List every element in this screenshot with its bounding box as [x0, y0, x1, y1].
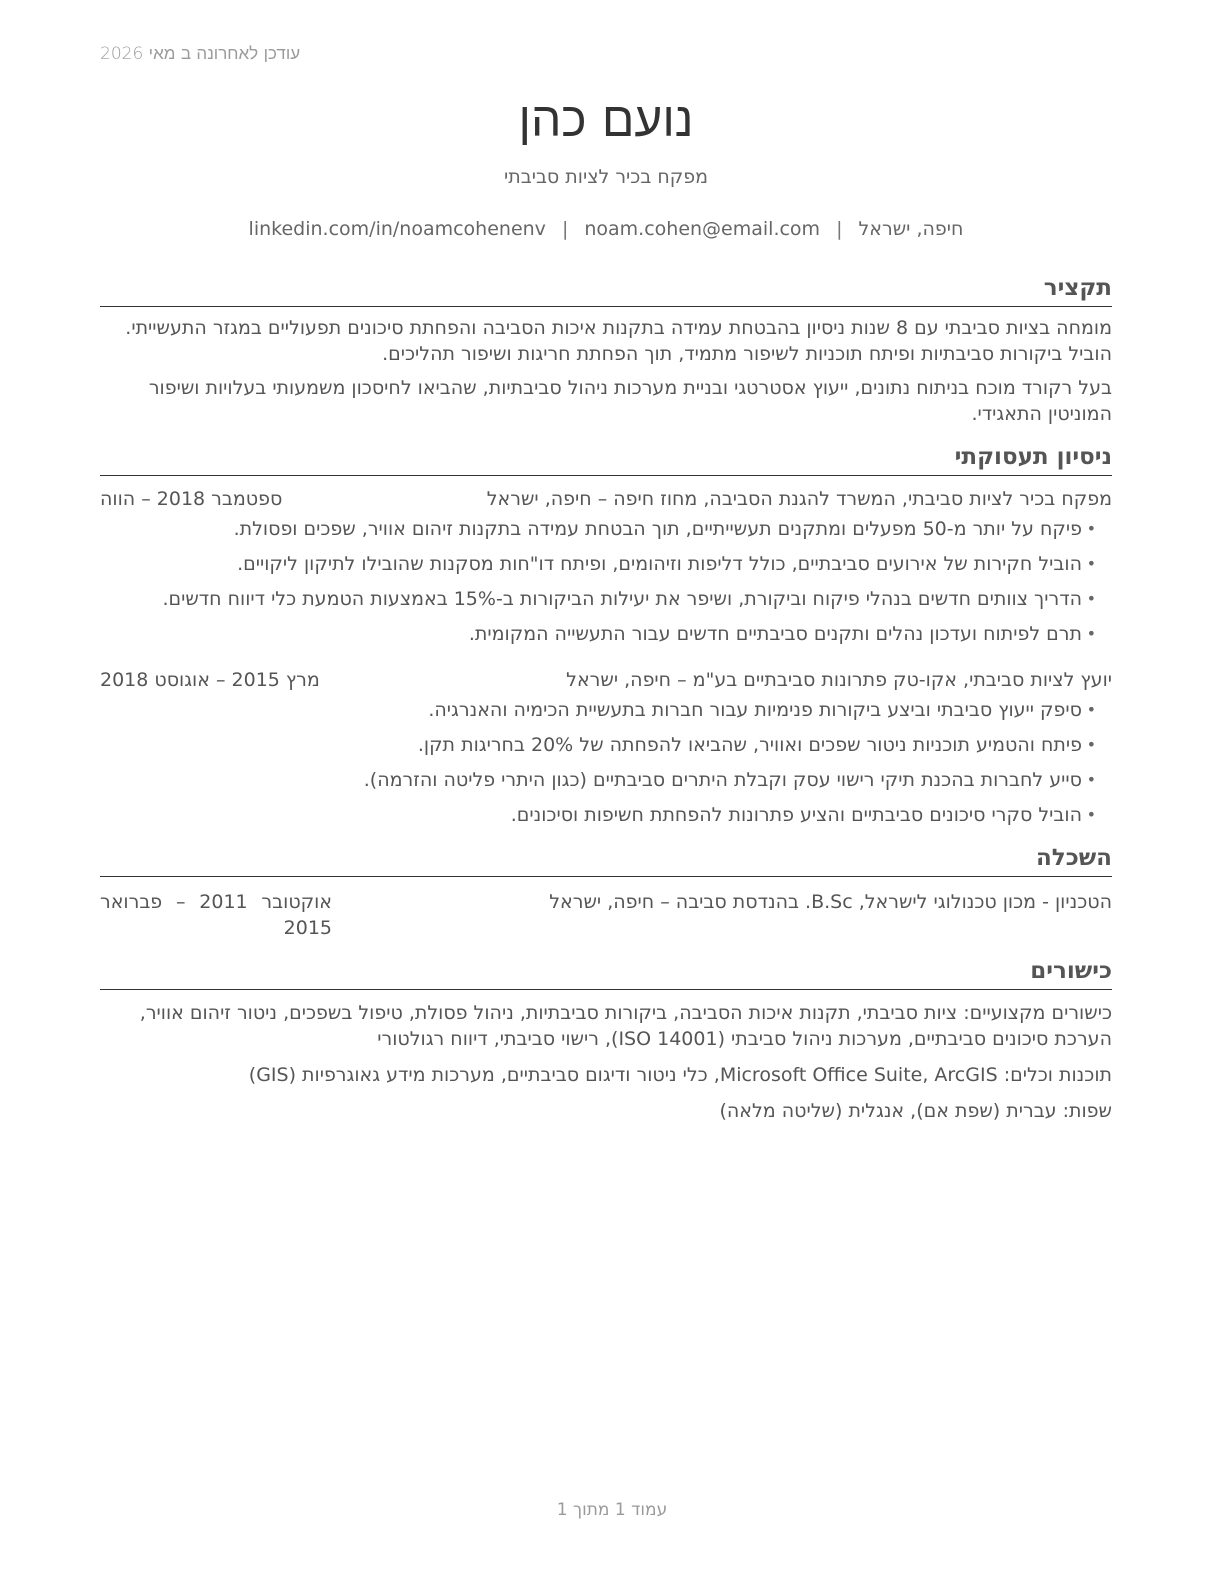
- skills-section: [100, 955, 1112, 1124]
- experience-heading: ניסיון תעסוקתי: [100, 441, 1112, 476]
- job-title: יועץ לציות סביבתי, אקו-טק פתרונות סביבתיים בע"מ – חיפה, ישראל: [566, 669, 1112, 691]
- job-bullet: • סיפק ייעוץ סביבתי וביצע ביקורות פנימיות עבור חברות בתעשיית הכימיה והאנרגיה.: [100, 697, 1096, 723]
- job-bullet: • תרם לפיתוח ועדכון נהלים ותקנים סביבתיים חדשים עבור התעשייה המקומית.: [100, 621, 1096, 647]
- contact-line: [100, 216, 1112, 242]
- contact-separator: |: [561, 218, 569, 240]
- job-bullet: • הדריך צוותים חדשים בנהלי פיקוח וביקורת, ושיפר את יעילות הביקורות ב-15% באמצעות הטמעת כלי דיווח חדשים.: [100, 586, 1096, 612]
- job-entry: [100, 486, 1112, 647]
- job-header: [100, 667, 1112, 693]
- summary-heading: תקציר: [100, 272, 1112, 307]
- resume-body: [100, 272, 1112, 1138]
- education-section: [100, 842, 1112, 941]
- contact-linkedin[interactable]: linkedin.com/in/noamcohenenv: [248, 218, 546, 240]
- job-title: מפקח בכיר לציות סביבתי, המשרד להגנת הסביבה, מחוז חיפה – חיפה, ישראל: [486, 488, 1112, 510]
- skills-professional: כישורים מקצועיים: ציות סביבתי, תקנות איכות הסביבה, ביקורות סביבתיות, ניהול פסולת, טיפול בשפכים, ניטור זיהום אוויר, הערכת סיכונים סביבתיים, מערכות ניהול סביבתי (ISO 14001), רישוי סביבתי, דיווח רגולטורי: [139, 1002, 1112, 1050]
- job-header: [100, 486, 1112, 512]
- contact-separator: |: [836, 218, 843, 240]
- job-bullet: • פיקח על יותר מ-50 מפעלים ומתקנים תעשייתיים, תוך הבטחת עמידה בתקנות זיהום אוויר, שפכים ופסולת.: [100, 516, 1096, 542]
- job-dates: מרץ 2015 – אוגוסט 2018: [100, 669, 320, 691]
- page-number: עמוד 1 מתוך 1: [556, 1500, 668, 1520]
- job-bullet: • הוביל סקרי סיכונים סביבתיים והציע פתרונות להפחתת חשיפות וסיכונים.: [100, 802, 1096, 828]
- job-entry: [100, 667, 1112, 828]
- job-bullet: • הוביל חקירות של אירועים סביבתיים, כולל דליפות וזיהומים, ופיתח דו"חות מסקנות שהובילו לתיקון ליקויים.: [100, 551, 1096, 577]
- summary-paragraph: מומחה בציות סביבתי עם 8 שנות ניסיון בהבטחת עמידה בתקנות איכות הסביבה והפחתת סיכונים תפעוליים במגזר התעשייתי. הוביל ביקורות סביבתיות ופיתח תוכניות לשיפור מתמיד, תוך הפחתת חריגות ושיפור תהליכים.: [125, 317, 1112, 365]
- skills-heading: כישורים: [100, 955, 1112, 990]
- skills-software: תוכנות וכלים: Microsoft Office Suite, ArcGIS, כלי ניטור ודיגום סביבתיים, מערכות מידע גאוגרפיות (GIS): [248, 1064, 1112, 1086]
- resume-header: [100, 88, 1112, 242]
- education-entry: [100, 889, 1112, 941]
- education-dates: אוקטובר 2011 – פברואר 2015: [100, 891, 332, 939]
- experience-section: [100, 441, 1112, 828]
- education-heading: השכלה: [100, 842, 1112, 877]
- education-degree: הטכניון - מכון טכנולוגי לישראל, B.Sc. בהנדסת סביבה – חיפה, ישראל: [549, 891, 1112, 913]
- contact-location: חיפה, ישראל: [858, 218, 964, 240]
- summary-paragraph: בעל רקורד מוכח בניתוח נתונים, ייעוץ אסטרטגי ובניית מערכות ניהול סביבתיות, שהביאו לחיסכון משמעותי בעלויות ושיפור המוניטין התאגידי.: [148, 377, 1112, 425]
- last-updated-note: עודכן לאחרונה ב מאי 2026: [100, 44, 301, 64]
- job-bullets: [100, 697, 1112, 828]
- candidate-title: מפקח בכיר לציות סביבתי: [503, 166, 709, 188]
- job-bullet: • פיתח והטמיע תוכניות ניטור שפכים ואוויר, שהביאו להפחתה של 20% בחריגות תקן.: [100, 732, 1096, 758]
- summary-section: [100, 272, 1112, 427]
- job-bullets: [100, 516, 1112, 647]
- candidate-name: נועם כהן: [518, 92, 694, 148]
- contact-email[interactable]: noam.cohen@email.com: [584, 218, 821, 240]
- job-dates: ספטמבר 2018 – הווה: [100, 488, 283, 510]
- job-bullet: • סייע לחברות בהכנת תיקי רישוי עסק וקבלת היתרים סביבתיים (כגון היתרי פליטה והזרמה).: [100, 767, 1096, 793]
- skills-languages: שפות: עברית (שפת אם), אנגלית (שליטה מלאה): [719, 1100, 1112, 1122]
